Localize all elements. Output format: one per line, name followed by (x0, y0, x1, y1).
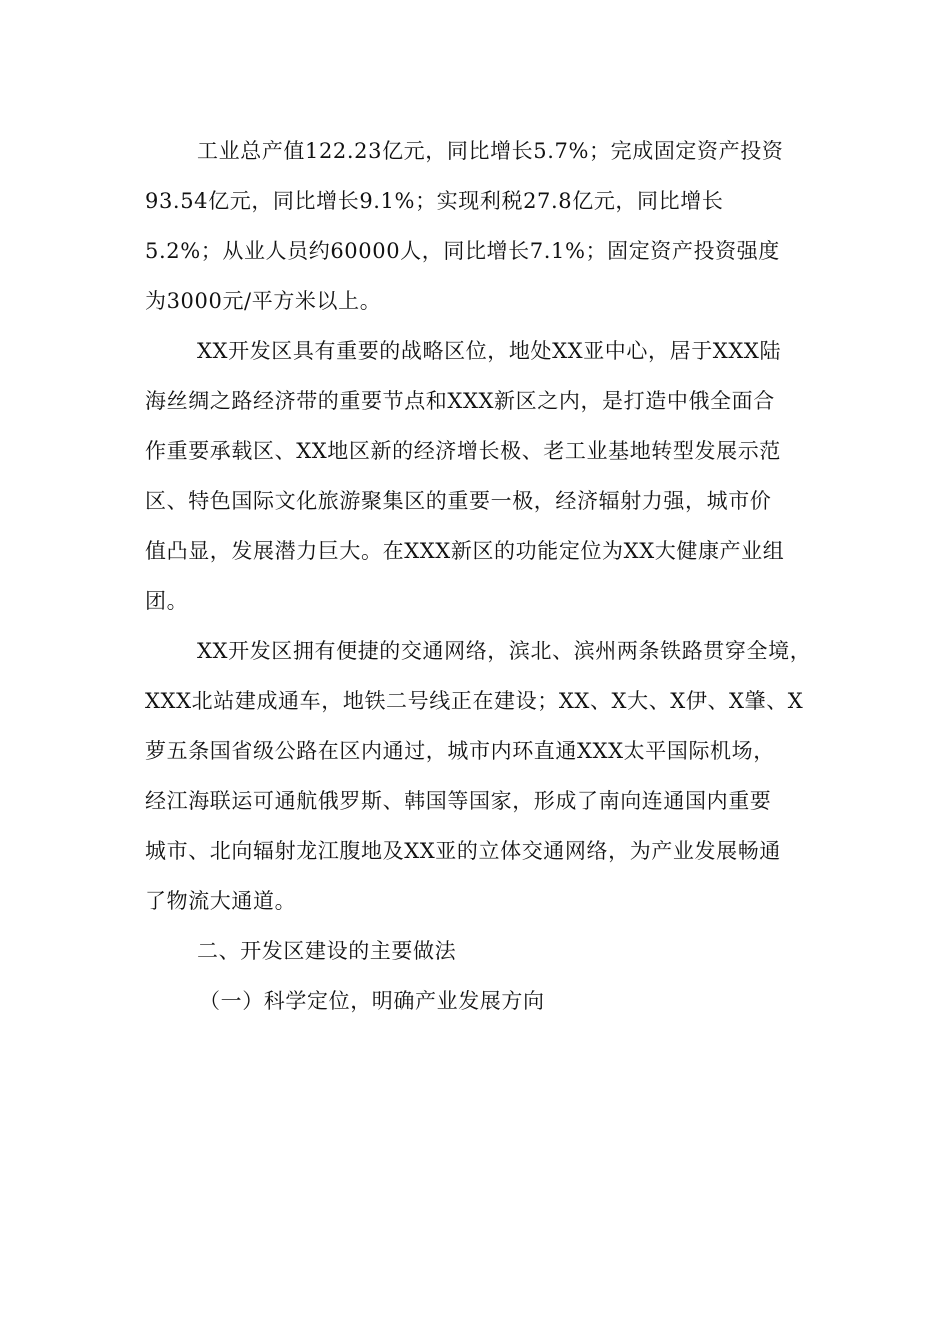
text-line: 经江海联运可通航俄罗斯、韩国等国家，形成了南向连通国内重要 (145, 789, 772, 813)
text-line: 93.54亿元，同比增长9.1%；实现利税27.8亿元，同比增长 (145, 189, 724, 213)
section-heading: 二、开发区建设的主要做法 (197, 939, 457, 963)
subsection-heading: （一）科学定位，明确产业发展方向 (199, 989, 545, 1013)
text-line: 作重要承载区、XX地区新的经济增长极、老工业基地转型发展示范 (145, 439, 781, 463)
text-line: 工业总产值122.23亿元，同比增长5.7%；完成固定资产投资 (197, 139, 784, 163)
text-line: 萝五条国省级公路在区内通过，城市内环直通XXX太平国际机场， (145, 739, 775, 763)
text-line: 团。 (145, 589, 189, 613)
text-line: 为3000元/平方米以上。 (145, 289, 382, 313)
text-line: 值凸显，发展潜力巨大。在XXX新区的功能定位为XX大健康产业组 (145, 539, 785, 563)
text-line: XX开发区拥有便捷的交通网络，滨北、滨州两条铁路贯穿全境， (197, 639, 812, 663)
text-line: XX开发区具有重要的战略区位，地处XX亚中心，居于XXX陆 (197, 339, 782, 363)
text-line: 了物流大通道。 (145, 889, 297, 913)
text-line: 区、特色国际文化旅游聚集区的重要一极，经济辐射力强，城市价 (145, 489, 772, 513)
text-line: 5.2%；从业人员约60000人，同比增长7.1%；固定资产投资强度 (145, 239, 780, 263)
text-line: 海丝绸之路经济带的重要节点和XXX新区之内，是打造中俄全面合 (145, 389, 775, 413)
text-line: XXX北站建成通车，地铁二号线正在建设；XX、X大、X伊、X肇、X (145, 689, 804, 713)
text-line: 城市、北向辐射龙江腹地及XX亚的立体交通网络，为产业发展畅通 (145, 839, 781, 863)
